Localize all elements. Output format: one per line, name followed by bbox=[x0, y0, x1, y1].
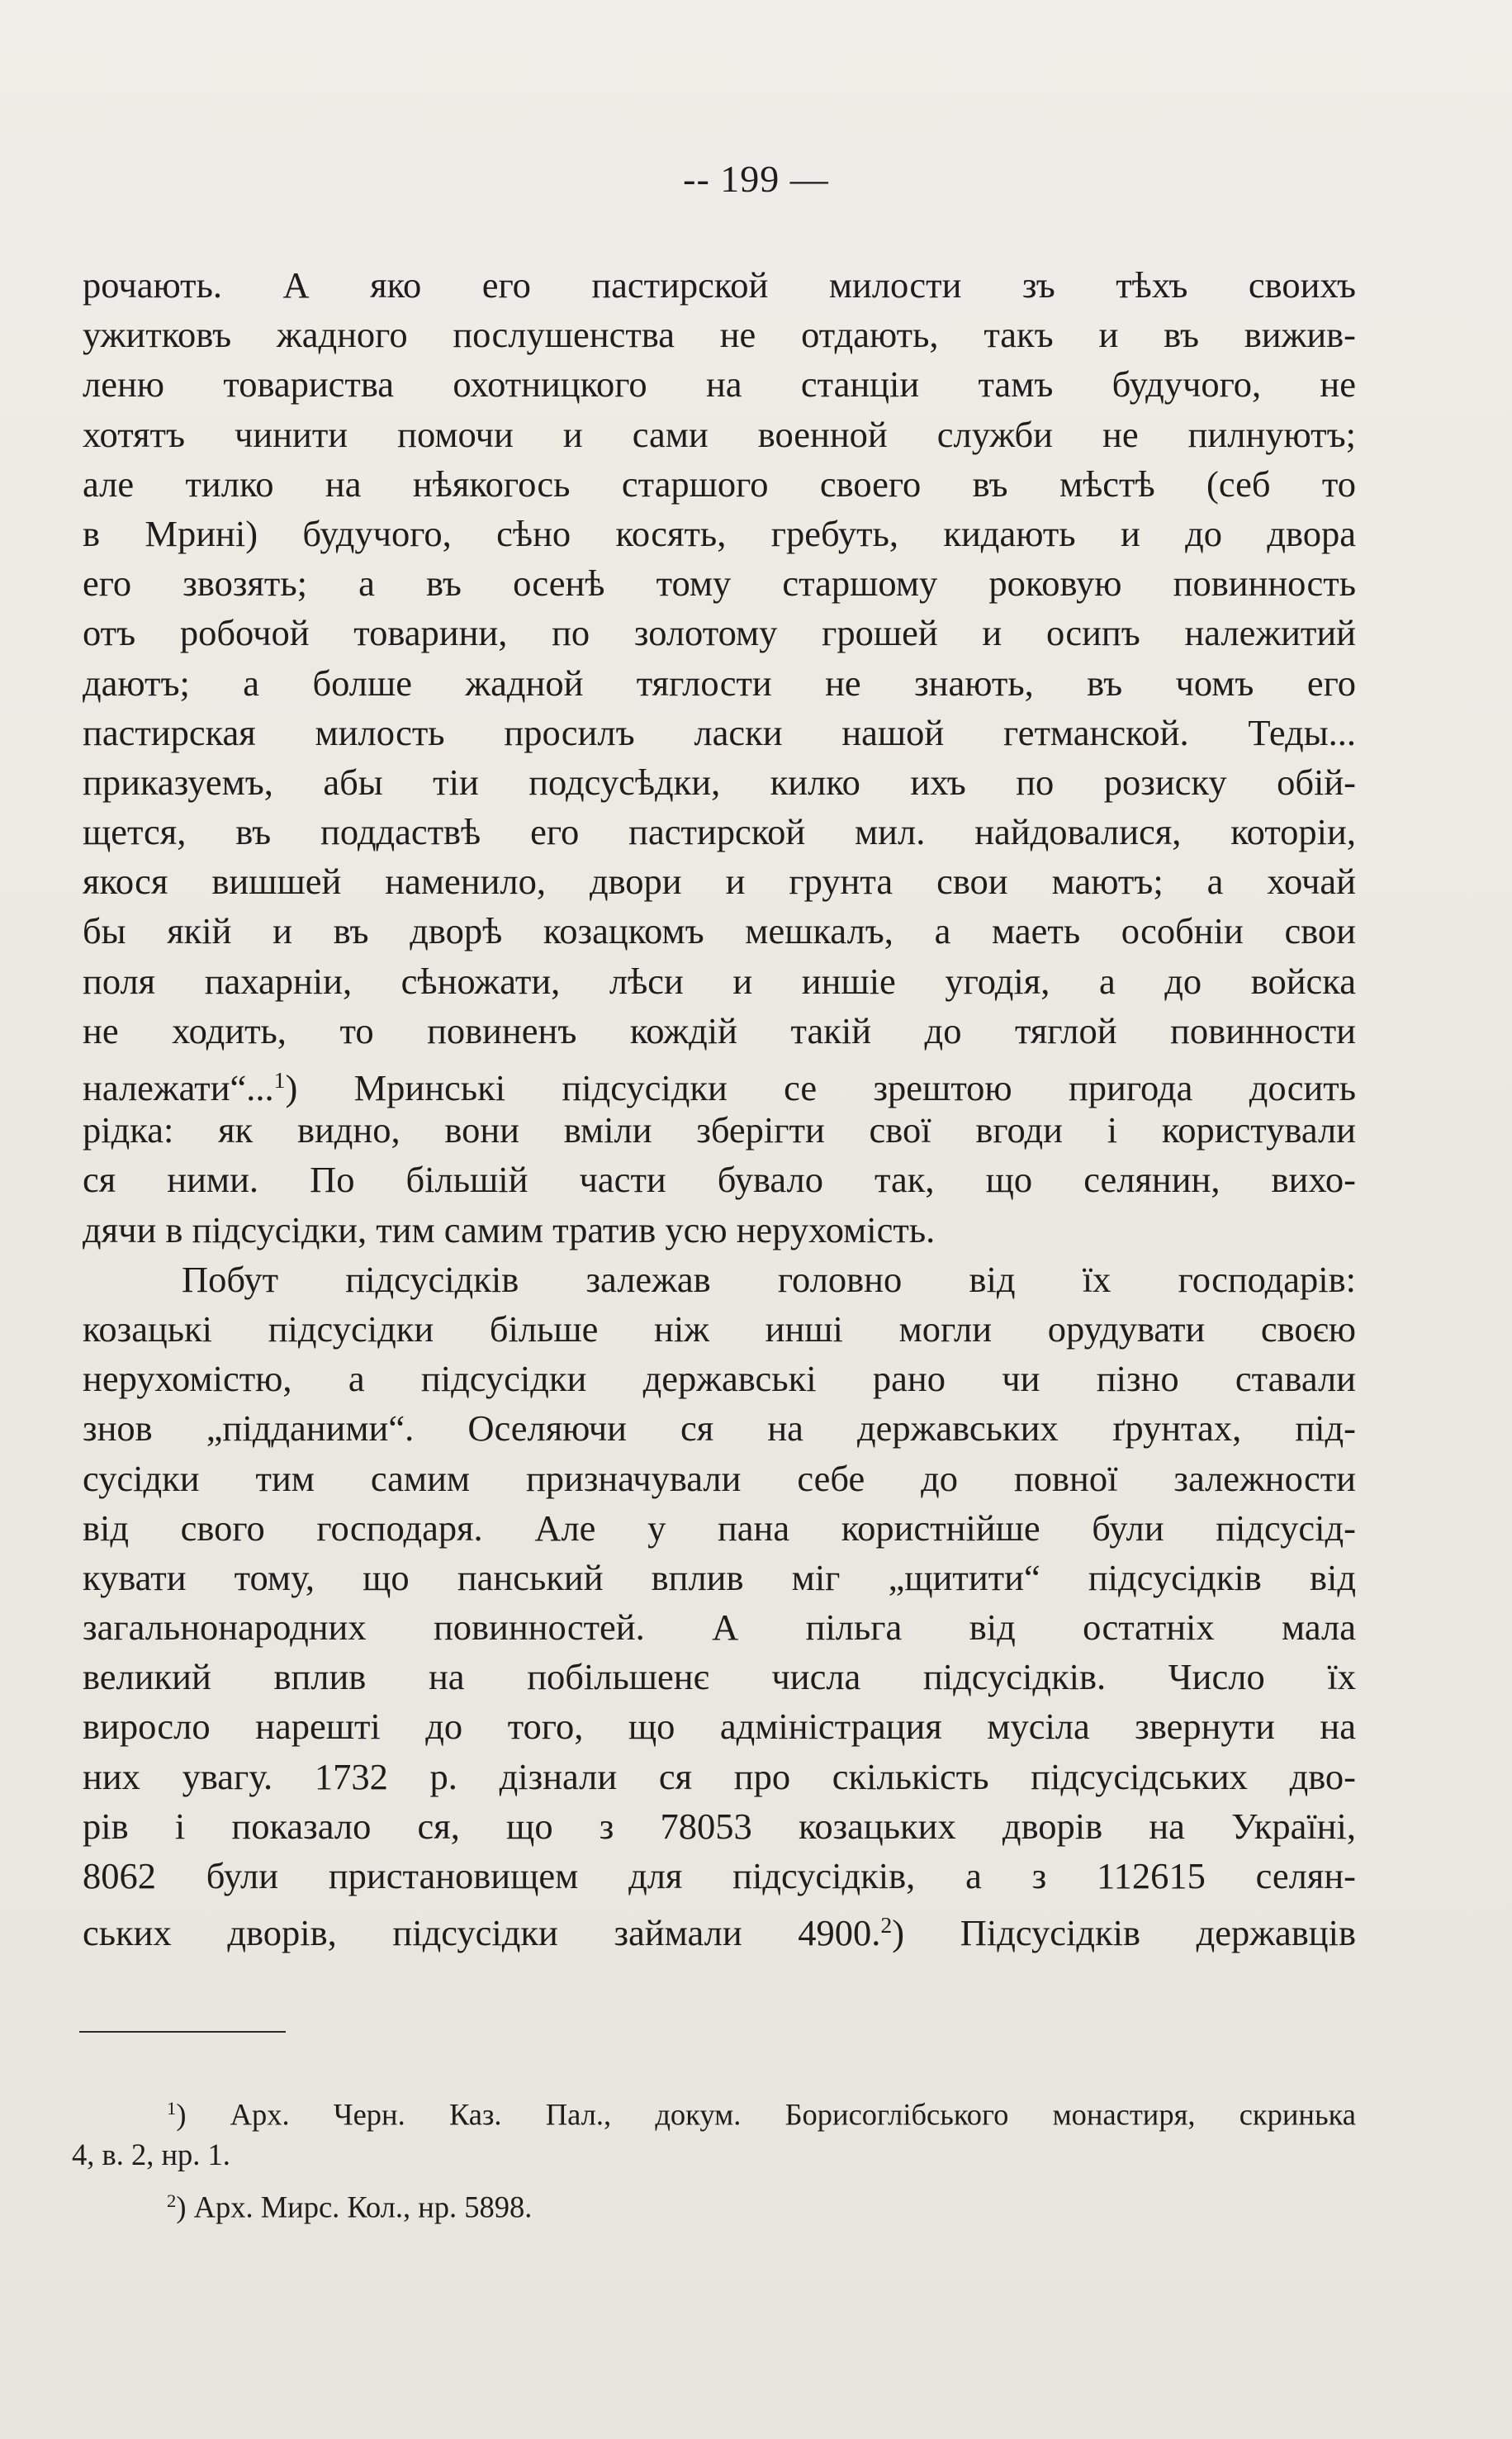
text-line: великий вплив на побільшенє числа підсусідків. Число їх bbox=[83, 1656, 1356, 1698]
footnotes bbox=[72, 2085, 1356, 2224]
text-line: них увагу. 1732 р. дізнали ся про скількість підсусідських дво- bbox=[83, 1755, 1356, 1797]
text-line: в Мрині) будучого, сѣно косять, гребуть, кидають и до двора bbox=[83, 512, 1356, 554]
text-line: козацькі підсусідки більше ніж инші могли орудувати своєю bbox=[83, 1307, 1356, 1350]
footnote-1-continuation: 4, в. 2, нр. 1. bbox=[72, 2138, 230, 2171]
text-segment: ських дворів, підсусідки займали 4900. bbox=[83, 1912, 881, 1954]
text-line: отъ робочой товарини, по золотому грошей и осипъ належитий bbox=[83, 612, 1356, 654]
footnote-text: ) Арх. Черн. Каз. Пал., докум. Борисоглібського монастиря, скринька bbox=[176, 2097, 1356, 2132]
footnote-text: ) Арх. Мирс. Кол., нр. 5898. bbox=[176, 2190, 533, 2224]
text-line: приказуемъ, абы тіи подсусѣдки, килко ихъ по розиску обій- bbox=[83, 761, 1356, 803]
text-line: рів і показало ся, що з 78053 козацьких дворів на Україні, bbox=[83, 1805, 1356, 1847]
text-line: дячи в підсусідки, тим самим тратив усю нерухомість. bbox=[83, 1208, 936, 1250]
footnote-marker-1: 1 bbox=[167, 2098, 177, 2119]
text-line: від свого господаря. Але у пана користнійше були підсусід- bbox=[83, 1507, 1356, 1549]
text-line: загальнонародних повинностей. А пільга від остатніх мала bbox=[83, 1606, 1356, 1649]
text-line: даютъ; а болше жадной тяглости не знають, въ чомъ его bbox=[83, 662, 1356, 704]
text-line: бы якій и въ дворѣ козацкомъ мешкалъ, а маеть особніи свои bbox=[83, 910, 1356, 952]
text-line: не ходить, то повиненъ кождій такій до тяглой повинности bbox=[83, 1009, 1356, 1051]
text-line: нерухомістю, а підсусідки державські рано чи пізно ставали bbox=[83, 1358, 1356, 1400]
text-line: хотятъ чинити помочи и сами военной служби не пилнуютъ; bbox=[83, 413, 1356, 455]
text-line: рідка: як видно, вони вміли зберігти свої вгоди і користували bbox=[83, 1109, 1356, 1151]
text-line: леню товариства охотницкого на станціи тамъ будучого, не bbox=[83, 363, 1356, 406]
text-line: але тилко на нѣякогось старшого своего въ мѣстѣ (себ то bbox=[83, 463, 1356, 505]
text-line: пастирская милость просилъ ласки нашой гетманской. Теды... bbox=[83, 711, 1356, 753]
footnote-divider bbox=[79, 2031, 286, 2033]
text-line: виросло нарешті до того, що адміністрация мусіла звернути на bbox=[83, 1706, 1356, 1748]
text-line: якося вишшей наменило, двори и грунта свои маютъ; а хочай bbox=[83, 861, 1356, 903]
text-line: рочають. А яко его пастирской милости зъ тѣхъ своихъ bbox=[83, 264, 1356, 306]
text-line-with-footnote-ref bbox=[83, 1056, 1356, 1109]
text-line: ужитковъ жадного послушенства не отдають, такъ и въ вижив- bbox=[83, 314, 1356, 356]
text-line: щется, въ поддаствѣ его пастирской мил. найдовалися, которіи, bbox=[83, 811, 1356, 853]
footnote-1 bbox=[72, 2085, 1356, 2132]
footnote-2 bbox=[72, 2178, 1356, 2224]
text-segment: ) Підсусідків державців bbox=[892, 1912, 1356, 1954]
text-segment: ) Мринські підсусідки се зрештою пригода досить bbox=[285, 1067, 1356, 1109]
footnote-marker-2: 2 bbox=[167, 2190, 177, 2211]
text-line: знов „підданими“. Оселяючи ся на державських ґрунтах, під- bbox=[83, 1407, 1356, 1450]
text-line: поля пахарніи, сѣножати, лѣси и иншіе угодія, а до войска bbox=[83, 960, 1356, 1002]
paragraph-first-line: Побут підсусідків залежав головно від їх господарів: bbox=[182, 1258, 1356, 1300]
text-line-with-footnote-ref bbox=[83, 1900, 1356, 1954]
text-line: сусідки тим самим призначували себе до повної залежности bbox=[83, 1457, 1356, 1499]
footnote-ref-1: 1 bbox=[273, 1067, 286, 1093]
text-line: 8062 були пристановищем для підсусідків, а з 112615 селян- bbox=[83, 1855, 1356, 1896]
main-text bbox=[83, 260, 1356, 1954]
footnote-ref-2: 2 bbox=[880, 1912, 893, 1938]
text-segment: належати“... bbox=[83, 1067, 274, 1109]
text-line: кувати тому, що панський вплив міг „щитити“ підсусідків від bbox=[83, 1556, 1356, 1598]
text-line: ся ними. По більшій части бувало так, що селянин, вихо- bbox=[83, 1159, 1356, 1201]
page-number: -- 199 — bbox=[683, 158, 829, 200]
text-line: его звозять; а въ осенѣ тому старшому роковую повинность bbox=[83, 562, 1356, 605]
